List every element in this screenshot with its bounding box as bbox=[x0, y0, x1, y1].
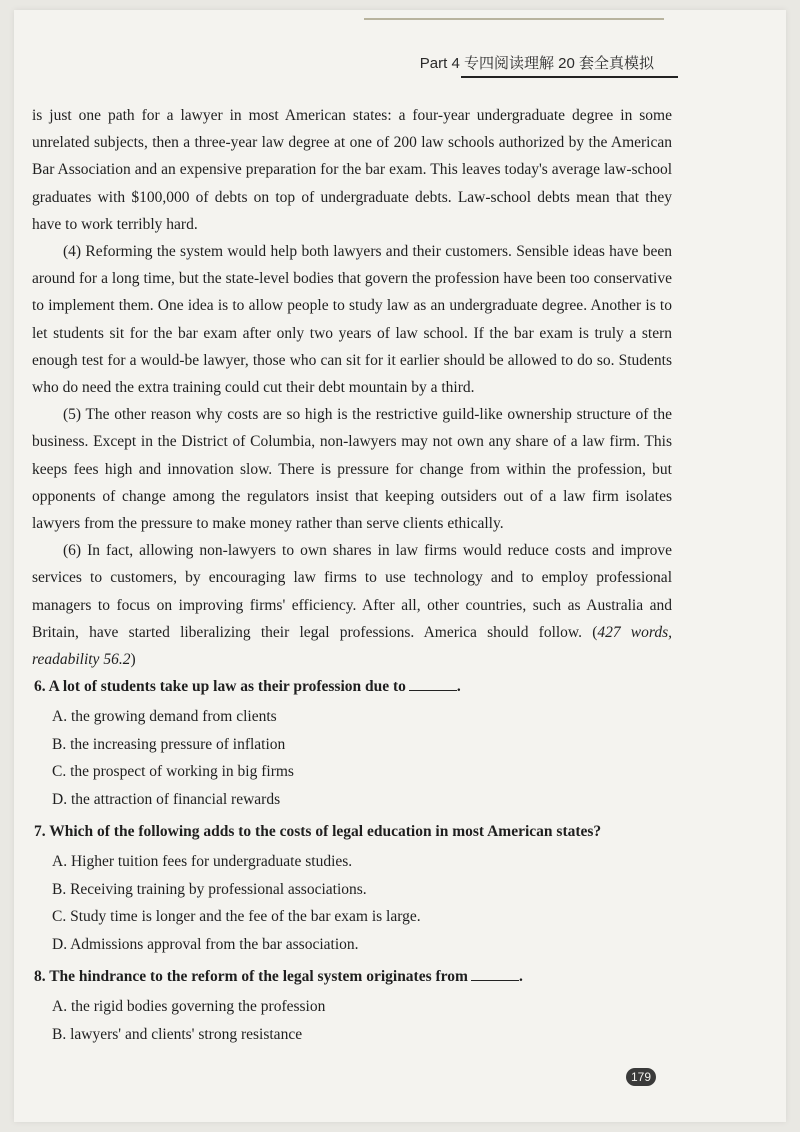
option-b: B. the increasing pressure of inflation bbox=[52, 735, 286, 753]
question-stem: 8. The hindrance to the reform of the legal system originates from . bbox=[34, 968, 523, 985]
question-stem: 6. A lot of students take up law as their profession due to . bbox=[34, 678, 461, 695]
option-b: B. lawyers' and clients' strong resistance bbox=[52, 1025, 303, 1043]
question-list bbox=[34, 674, 674, 1048]
word-count-note: 427 words, readability 56.2 bbox=[32, 623, 673, 669]
option-b: B. Receiving training by professional associations. bbox=[52, 880, 367, 898]
option-d: D. the attraction of financial rewards bbox=[52, 790, 281, 808]
paragraph-6-text: (6) In fact, allowing non-lawyers to own shares in law firms would reduce costs and improve services to customers, by encouraging law firms to use technology and to employ professional managers to focus on improving firms' efficiency. After all, other countries, such as Australia and Britain, have started liberalizing their legal professions. America should follow. bbox=[32, 542, 672, 641]
option-d: D. Admissions approval from the bar association. bbox=[52, 935, 359, 953]
option-c: C. the prospect of working in big firms bbox=[52, 763, 294, 780]
option-a: A. Higher tuition fees for undergraduate studies. bbox=[52, 853, 353, 870]
paragraph-4: (4) Reforming the system would help both lawyers and their customers. Sensible ideas have been around for a long time, but the state-level bodies that govern the profession have been too conservative to implement them. One idea is to allow people to study law as an undergraduate degree. Another is to let students sit for the bar exam after only two years of law school. If the bar exam is truly a stern enough test for a would-be lawyer, those who can sit for it earlier should be allowed to do so. Students who do need the extra training could cut their debt mountain by a third. bbox=[32, 243, 672, 397]
paragraph-continued: is just one path for a lawyer in most American states: a four-year undergraduate degree in some unrelated subjects, then a three-year law degree at one of 200 law schools authorized by the American Bar Association and an expensive preparation for the bar exam. This leaves today's average law-school graduates with $100,000 of debts on top of undergraduate debts. Law-school debts mean that they have to work terribly hard. bbox=[32, 107, 672, 233]
question-7 bbox=[34, 819, 674, 958]
running-header: Part 4 专四阅读理解 20 套全真模拟 bbox=[419, 55, 654, 72]
question-stem: 7. Which of the following adds to the costs of legal education in most American states? bbox=[34, 823, 602, 840]
option-a: A. the rigid bodies governing the profession bbox=[52, 998, 326, 1015]
paragraph-5: (5) The other reason why costs are so high is the restrictive guild-like ownership structure of the business. Except in the District of Columbia, non-lawyers may not own any share of a law firm. This keeps fees high and innovation slow. There is pressure for change from within the profession, but opponents of change among the regulators insist that keeping outsiders out of a law firm isolates lawyers from the pressure to make money rather than serve clients ethically. bbox=[32, 406, 672, 533]
top-edge-mark bbox=[364, 18, 664, 20]
paragraph-6: (6) In fact, allowing non-lawyers to own shares in law firms would reduce costs and improve services to customers, by encouraging law firms to use technology and to employ professional managers to focus on improving firms' efficiency. After all, other countries, such as Australia and Britain, have started liberalizing their legal professions. America should follow. (427 words, readability 56.2) bbox=[32, 542, 673, 669]
question-8 bbox=[34, 964, 674, 1048]
header-rule bbox=[461, 76, 678, 78]
answer-blank bbox=[409, 676, 457, 691]
page-number: 179 bbox=[626, 1068, 656, 1086]
option-c: C. Study time is longer and the fee of the bar exam is large. bbox=[52, 908, 421, 925]
page-sheet bbox=[14, 10, 786, 1122]
option-a: A. the growing demand from clients bbox=[52, 708, 277, 725]
answer-blank bbox=[471, 966, 519, 981]
question-6 bbox=[34, 674, 674, 813]
passage-body bbox=[32, 102, 672, 673]
